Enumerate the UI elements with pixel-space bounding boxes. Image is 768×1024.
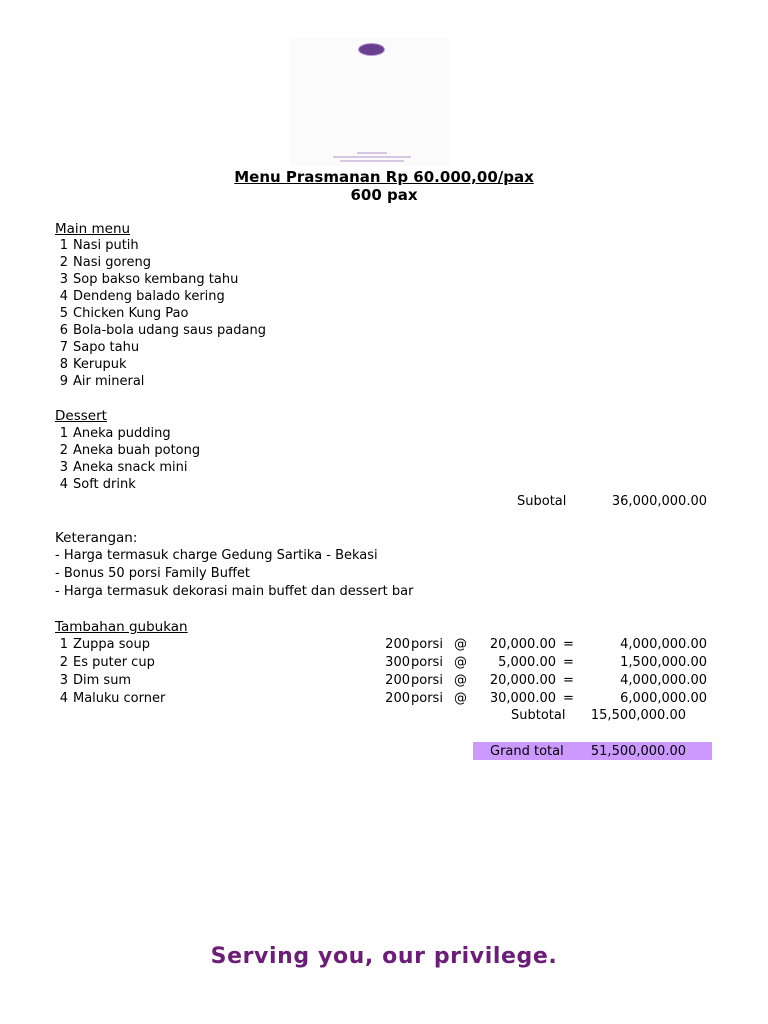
dessert-heading: Dessert	[55, 408, 107, 424]
list-item	[55, 374, 144, 389]
row-price: 20,000.00	[489, 673, 556, 688]
row-unit: porsi	[411, 691, 443, 706]
menu-title: Menu Prasmanan Rp 60.000,00/pax	[234, 168, 534, 186]
list-item	[55, 426, 171, 441]
item-number: 4	[59, 477, 68, 492]
table-row-label	[55, 673, 131, 688]
item-label: Nasi goreng	[73, 255, 151, 270]
table-row-label	[55, 655, 155, 670]
item-label: Kerupuk	[73, 357, 127, 372]
list-item	[55, 460, 187, 475]
row-at-sign: @	[454, 655, 467, 670]
brand-logo	[290, 38, 450, 166]
dessert-subtotal-value: 36,000,000.00	[611, 494, 707, 509]
item-label: Nasi putih	[73, 238, 139, 253]
row-price: 5,000.00	[498, 655, 556, 670]
item-label: Bola-bola udang saus padang	[73, 323, 266, 338]
extras-subtotal-value: 15,500,000.00	[590, 708, 686, 723]
item-label: Aneka snack mini	[73, 460, 188, 475]
row-quantity: 200	[385, 673, 410, 688]
item-number: 2	[59, 255, 68, 270]
item-number: 6	[59, 323, 68, 338]
item-number: 4	[59, 289, 68, 304]
item-number: 1	[59, 637, 68, 652]
logo-caption-lines	[332, 150, 412, 164]
item-label: Es puter cup	[73, 655, 155, 670]
item-number: 9	[59, 374, 68, 389]
item-number: 5	[59, 306, 68, 321]
item-number: 4	[59, 691, 68, 706]
item-label: Dendeng balado kering	[73, 289, 225, 304]
row-total: 1,500,000.00	[620, 655, 707, 670]
item-number: 7	[59, 340, 68, 355]
table-row-label	[55, 637, 150, 652]
row-equals: =	[563, 673, 574, 688]
grand-total-value: 51,500,000.00	[590, 744, 686, 759]
row-price: 20,000.00	[489, 637, 556, 652]
item-number: 3	[59, 673, 68, 688]
list-item	[55, 306, 188, 321]
item-label: Sapo tahu	[73, 340, 140, 355]
dessert-subtotal-label: Subotal	[517, 494, 567, 509]
item-label: Sop bakso kembang tahu	[73, 272, 239, 287]
list-item	[55, 340, 139, 355]
list-item	[55, 477, 136, 492]
row-equals: =	[563, 691, 574, 706]
list-item	[55, 357, 126, 372]
item-number: 3	[59, 460, 68, 475]
row-unit: porsi	[411, 655, 443, 670]
item-number: 1	[59, 238, 68, 253]
page-subtitle: 600 pax	[350, 186, 418, 204]
list-item	[55, 272, 238, 287]
row-equals: =	[563, 655, 574, 670]
row-unit: porsi	[411, 637, 443, 652]
notes-heading: Keterangan:	[55, 530, 138, 546]
extras-heading: Tambahan gubukan	[55, 619, 188, 635]
brand-logo-icon	[358, 43, 385, 56]
grand-total-label: Grand total	[490, 744, 564, 759]
list-item	[55, 238, 139, 253]
item-number: 1	[59, 426, 68, 441]
item-label: Soft drink	[73, 477, 136, 492]
note-line: - Harga termasuk dekorasi main buffet dan dessert bar	[55, 584, 414, 599]
row-quantity: 300	[385, 655, 410, 670]
row-total: 6,000,000.00	[620, 691, 707, 706]
item-number: 3	[59, 272, 68, 287]
row-price: 30,000.00	[489, 691, 556, 706]
item-number: 8	[59, 357, 68, 372]
row-at-sign: @	[454, 691, 467, 706]
row-equals: =	[563, 637, 574, 652]
row-total: 4,000,000.00	[620, 637, 707, 652]
item-label: Dim sum	[73, 673, 132, 688]
item-label: Chicken Kung Pao	[73, 306, 189, 321]
item-number: 2	[59, 655, 68, 670]
item-number: 2	[59, 443, 68, 458]
footer-slogan: Serving you, our privilege.	[210, 944, 558, 969]
table-row-label	[55, 691, 165, 706]
list-item	[55, 443, 200, 458]
item-label: Maluku corner	[73, 691, 166, 706]
item-label: Aneka pudding	[73, 426, 171, 441]
note-line: - Bonus 50 porsi Family Buffet	[55, 566, 250, 581]
item-label: Zuppa soup	[73, 637, 150, 652]
list-item	[55, 255, 151, 270]
extras-subtotal-label: Subtotal	[511, 708, 566, 723]
row-total: 4,000,000.00	[620, 673, 707, 688]
page-title	[0, 168, 768, 186]
list-item	[55, 289, 225, 304]
row-at-sign: @	[454, 673, 467, 688]
main-menu-heading: Main menu	[55, 221, 131, 237]
list-item	[55, 323, 266, 338]
item-label: Air mineral	[73, 374, 145, 389]
note-line: - Harga termasuk charge Gedung Sartika - Bekasi	[55, 548, 378, 563]
row-at-sign: @	[454, 637, 467, 652]
row-unit: porsi	[411, 673, 443, 688]
row-quantity: 200	[385, 691, 410, 706]
item-label: Aneka buah potong	[73, 443, 201, 458]
row-quantity: 200	[385, 637, 410, 652]
